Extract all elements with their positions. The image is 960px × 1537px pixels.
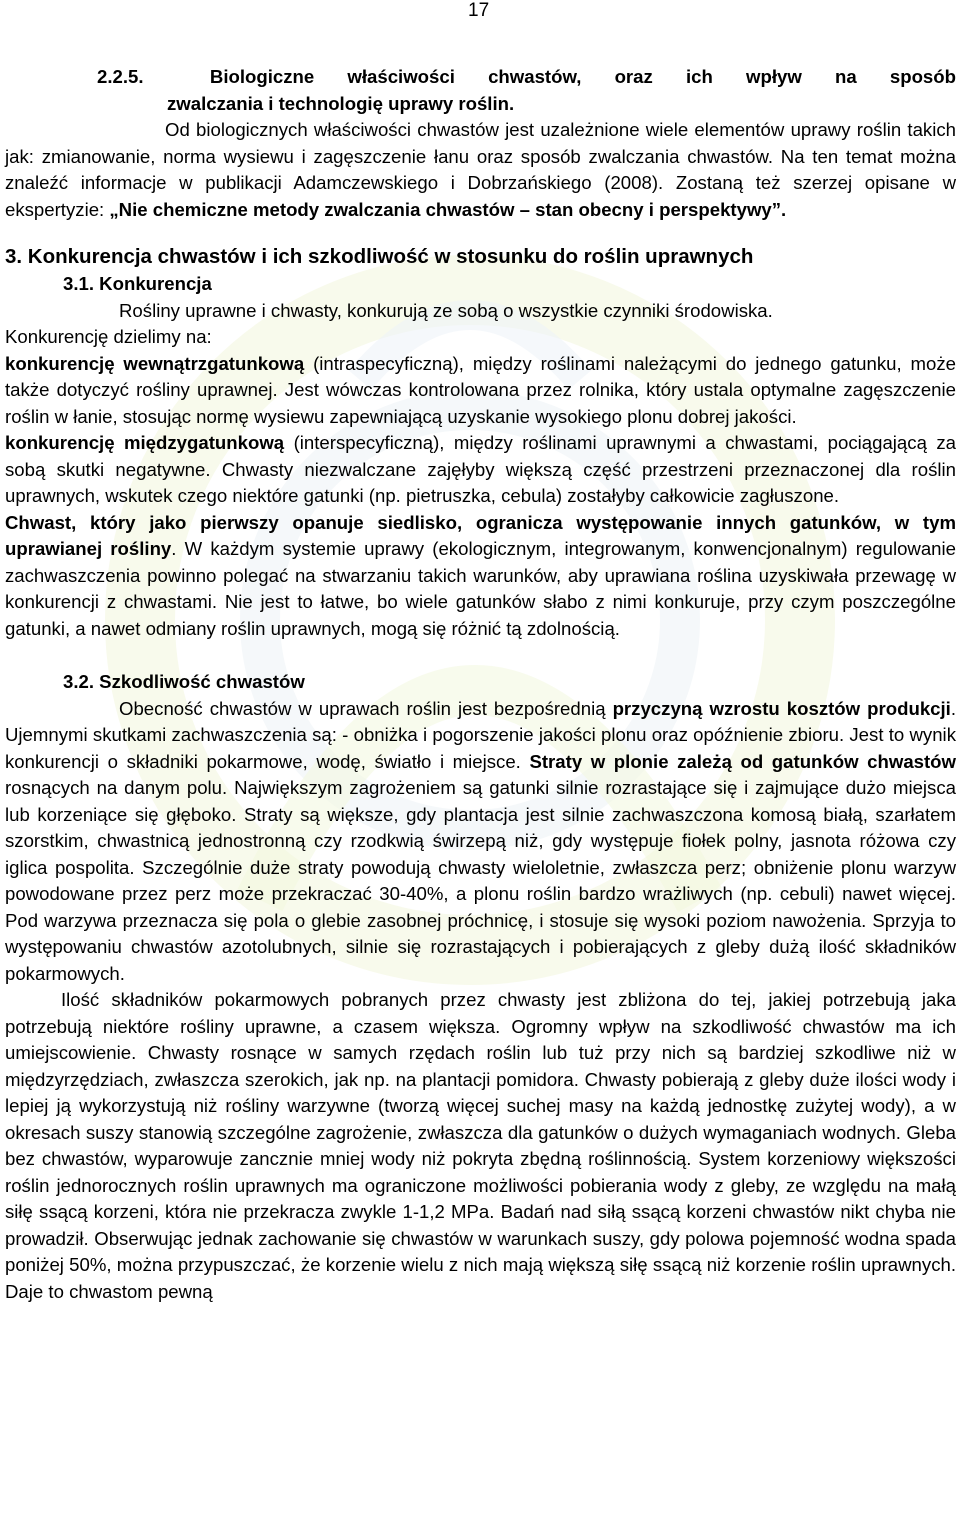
paragraph-6 <box>5 510 956 643</box>
paragraph-4-text: (intraspecyficzną), między roślinami należącymi do jednego gatunku, może także dotyczyć rośliny uprawnej. Jest wówczas kontrolowana przez rolnika, który ustala optymalne zagęszczenie roślin w łanie, stosując normę wysiewu zapewniającą uzyskanie wysokiego plonu dobrej jakości. <box>5 352 956 427</box>
paragraph-7 <box>5 696 956 988</box>
paragraph-4 <box>5 351 956 431</box>
section-title-line2: zwalczania i technologię uprawy roślin. <box>167 92 515 114</box>
page-number: 17 <box>468 0 490 21</box>
paragraph-8: Ilość składników pokarmowych pobranych przez chwasty jest zbliżona do tej, jakiej potrzebują jaka potrzebują niektóre rośliny uprawne, a czasem większa. Ogromny wpływ na szkodliwość chwastów ma ich umiejscowienie. Chwasty rosnące w samych rzędach roślin lub tuż przy nich są bardziej szkodliwe niż w międzyrzędziach, zwłaszcza szerokich, jak np. na plantacji pomidora. Chwasty pobierają z gleby duże ilości wody i lepiej ją wykorzystują niż rośliny warzywne (tworzą więcej suchej masy na każdą jednostkę zużytej wody), a w okresach suszy stanowią szczególne zagrożenie, zwłaszcza dla gatunków o dużych wymaganiach wodnych. Gleba bez chwastów, wyparowuje zancznie mniej wody niż pokryta zbędną roślinnością. System korzeniowy większości roślin jednorocznych roślin uprawnych ma ograniczone możliwości pobierania wody z gleby, ze względu na małą siłę ssącą korzeni, która nie przekracza zwykle 1-1,2 MPa. Badań nad siłą ssącą korzeni chwastów nikt chyba nie prowadził. Obserwując jednak zachowanie się chwastów w warunkach suszy, gdy polowa pojemność wodna spada poniżej 50%, można przypuszczać, że korzenie wielu z nich mają większą siłę ssącą niż korzenie roślin uprawnych. Daje to chwastom pewną <box>5 989 956 1302</box>
paragraph-7-bold-a: przyczyną wzrostu kosztów produkcji <box>612 697 951 719</box>
paragraph-1 <box>5 117 956 223</box>
section-heading-3-2: 3.2. Szkodliwość chwastów <box>63 671 305 692</box>
paragraph-6-bold: Chwast, który jako pierwszy opanuje siedlisko, ogranicza występowanie innych gatunków, w tym uprawianej rośliny <box>5 511 956 559</box>
section-heading-3-1: 3.1. Konkurencja <box>63 273 212 294</box>
paragraph-2: Rośliny uprawne i chwasty, konkurują ze sobą o wszystkie czynniki środowiska. <box>119 299 773 321</box>
paragraph-3: Konkurencję dzielimy na: <box>5 326 212 347</box>
paragraph-7-text-c: rosnących na danym polu. Największym zagrożeniem są gatunki silnie rozrastające się i zajmujące dużo miejsca lub korzeniące się głęboko. Straty są większe, gdy plantacja jest silnie zachwaszczona komosą białą, szarłatem szorstkim, chwastnicą jednostronną czy rzodkwią świrzepą niż, gdy występuje fiołek polny, jasnota różowa czy iglica pospolita. Szczególnie duże straty powodują chwasty wieloletnie, zwłaszcza perz; obniżenie plonu warzyw powodowane przez perz może przekraczać 30-40%, a plonu roślin bardzo wrażliwych (np. cebuli) nawet więcej. Pod warzywa przeznacza się pola o glebie zasobnej próchnicę, i stosuje się wysoki poziom nawożenia. Sprzyja to występowaniu chwastów azotolubnych, silnie się rozrastających i pobierających z gleby dużą ilość składników pokarmowych. <box>5 777 956 984</box>
chapter-heading-3: 3. Konkurencja chwastów i ich szkodliwość w stosunku do roślin uprawnych <box>5 245 754 268</box>
term-interspecific: konkurencję międzygatunkową <box>5 432 285 453</box>
paragraph-1-text: Od biologicznych właściwości chwastów jest uzależnione wiele elementów uprawy roślin takich jak: zmianowanie, norma wysiewu i zagęszczenie łanu oraz sposób zwalczania chwastów. Na ten temat można znaleźć informacje w publikacji Adamczewskiego i Dobrzańskiego (2008). Zostaną też szerzej opisane w ekspertyzie: <box>5 119 956 220</box>
paragraph-5 <box>5 430 956 510</box>
paragraph-7-bold-b: Straty w plonie zależą od gatunków chwastów <box>529 750 957 772</box>
section-number: 2.2.5. <box>97 66 144 87</box>
paragraph-5-text: (interspecyficzną), między roślinami uprawnymi a chwastami, pociągającą za sobą skutki negatywne. Chwasty niezwalczane zajęłyby większą część przestrzeni przeznaczonej dla roślin uprawnych, wskutek czego niektóre gatunki (np. pietruszka, cebula) zostałyby całkowicie zagłuszone. <box>5 432 956 506</box>
term-intraspecific: konkurencję wewnątrzgatunkową <box>5 352 305 374</box>
paragraph-7-text-a: Obecność chwastów w uprawach roślin jest bezpośrednią <box>119 697 613 719</box>
section-heading-2-2-5 <box>5 64 956 91</box>
paragraph-7-text-b: . Ujemnymi skutkami zachwaszczenia są: - obniżka i pogorszenie jakości plonu oraz opóźnienie zbioru. Jest to wynik konkurencji o składniki pokarmowe, wodę, światło i miejsce. <box>5 697 956 772</box>
paragraph-1-expertise-title: „Nie chemiczne metody zwalczania chwastów – stan obecny i perspektywy”. <box>109 198 787 220</box>
section-title-line1: Biologiczne właściwości chwastów, oraz ich wpływ na sposób <box>209 66 956 87</box>
paragraph-6-text: . W każdym systemie uprawy (ekologicznym, integrowanym, konwencjonalnym) regulowanie zachwaszczenia powinno polegać na stwarzaniu takich warunków, aby uprawiana roślina uzyskiwała przewagę w konkurencji z chwastami. Nie jest to łatwe, bo wiele gatunków słabo z nimi konkuruje, przy czym poszczególne gatunki, a nawet odmiany roślin uprawnych, mogą się różnić tą zdolnością. <box>5 538 956 639</box>
